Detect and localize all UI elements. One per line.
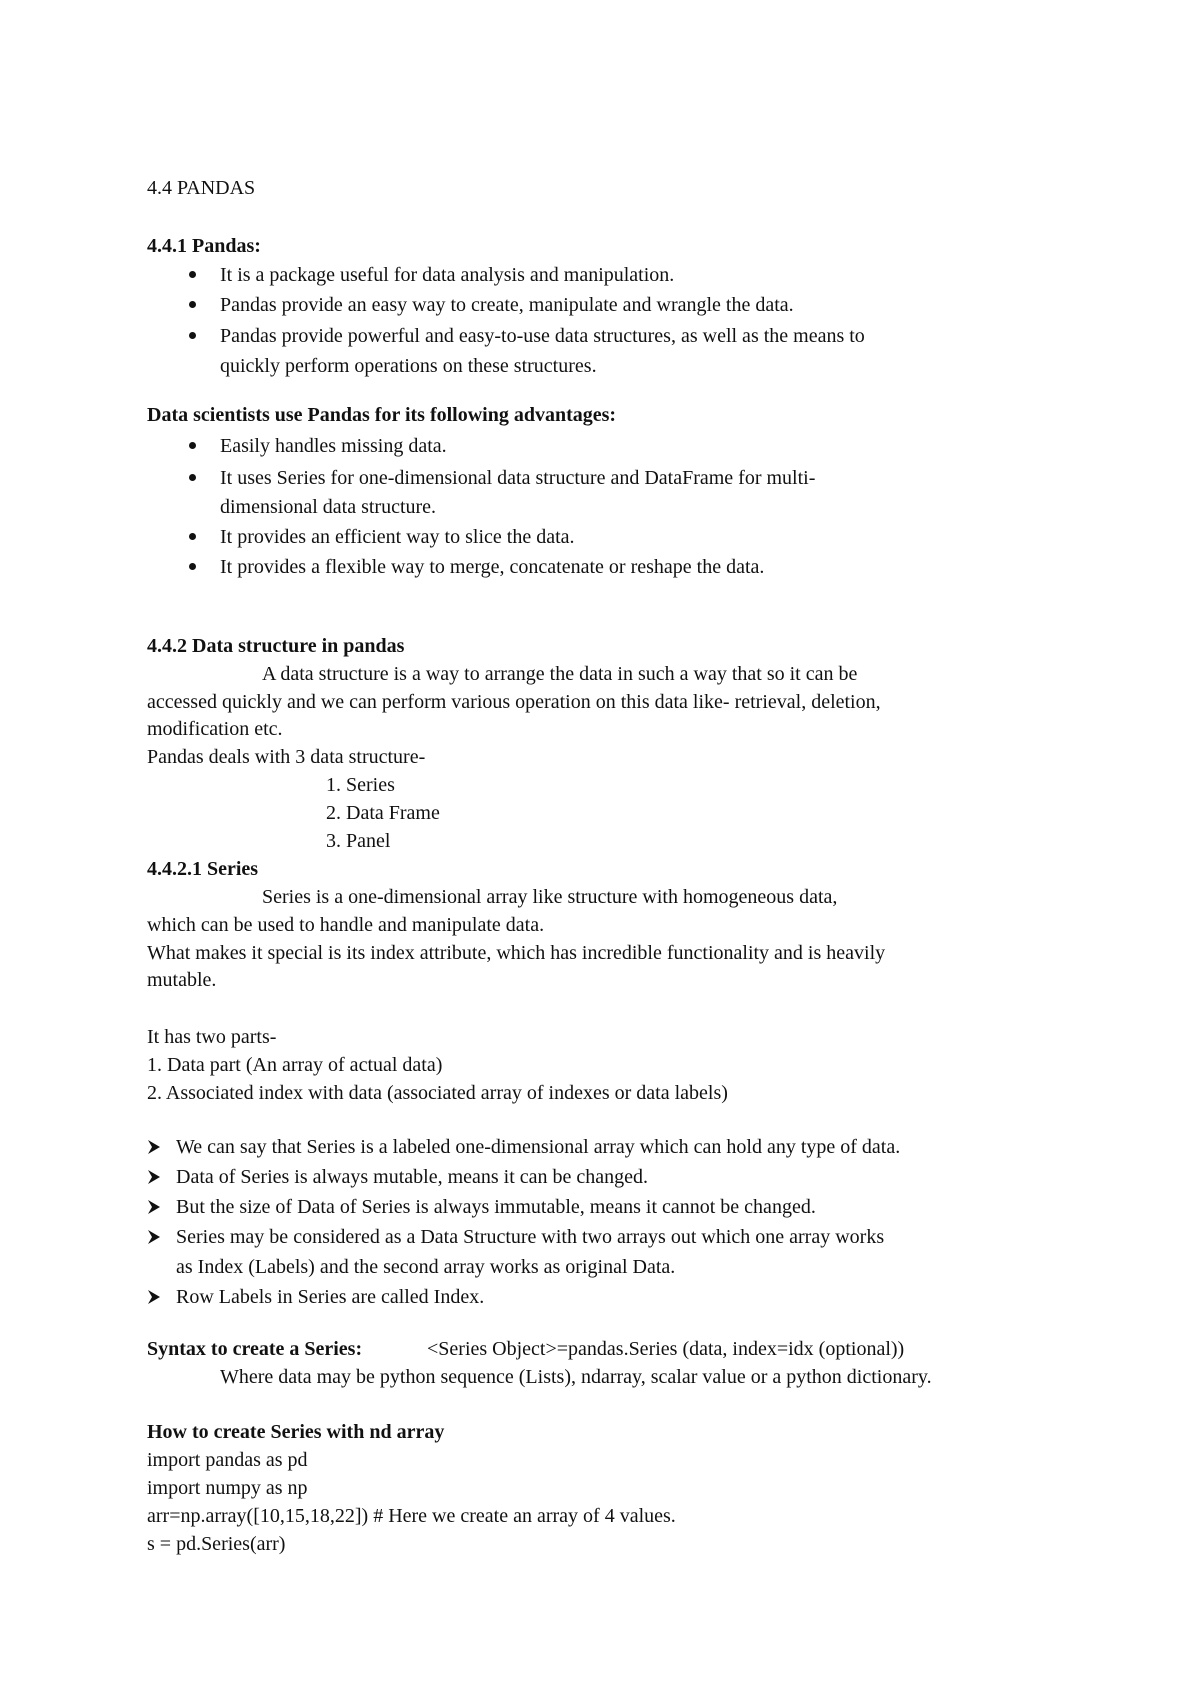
numbered-item: 1. Data part (An array of actual data) bbox=[147, 1054, 443, 1076]
paragraph-line: It has two parts- bbox=[147, 1026, 277, 1048]
paragraph-line: Series is a one-dimensional array like structure with homogeneous data, bbox=[262, 886, 838, 908]
advantages-heading: Data scientists use Pandas for its following advantages: bbox=[147, 404, 617, 426]
bullet-dot bbox=[189, 271, 196, 278]
paragraph-line: Pandas deals with 3 data structure- bbox=[147, 746, 426, 768]
bullet-dot bbox=[189, 533, 196, 540]
heading-4-4-2: 4.4.2 Data structure in pandas bbox=[147, 635, 405, 657]
code-line: import numpy as np bbox=[147, 1477, 308, 1499]
numbered-item: 2. Associated index with data (associated array of indexes or data labels) bbox=[147, 1082, 728, 1104]
heading-4-4-1: 4.4.1 Pandas: bbox=[147, 235, 261, 257]
paragraph-line: mutable. bbox=[147, 969, 217, 991]
bullet-item-continuation: dimensional data structure. bbox=[220, 496, 437, 518]
numbered-item: 2. Data Frame bbox=[326, 802, 440, 824]
arrow-bullet-icon bbox=[147, 1289, 161, 1305]
syntax-code: <Series Object>=pandas.Series (data, index=idx (optional)) bbox=[427, 1338, 905, 1360]
bullet-dot bbox=[189, 332, 196, 339]
bullet-item: Pandas provide powerful and easy-to-use data structures, as well as the means to bbox=[220, 325, 865, 347]
paragraph-line: modification etc. bbox=[147, 718, 283, 740]
bullet-dot bbox=[189, 442, 196, 449]
bullet-item: Pandas provide an easy way to create, manipulate and wrangle the data. bbox=[220, 294, 794, 316]
arrow-list-item: Data of Series is always mutable, means it can be changed. bbox=[176, 1166, 649, 1188]
nd-array-heading: How to create Series with nd array bbox=[147, 1421, 445, 1443]
arrow-bullet-icon bbox=[147, 1229, 161, 1245]
arrow-list-item: But the size of Data of Series is always immutable, means it cannot be changed. bbox=[176, 1196, 816, 1218]
syntax-label: Syntax to create a Series: bbox=[147, 1338, 363, 1360]
paragraph-line: accessed quickly and we can perform various operation on this data like- retrieval, deletion, bbox=[147, 691, 881, 713]
bullet-item: It uses Series for one-dimensional data structure and DataFrame for multi- bbox=[220, 467, 816, 489]
numbered-item: 3. Panel bbox=[326, 830, 391, 852]
bullet-dot bbox=[189, 301, 196, 308]
syntax-note: Where data may be python sequence (Lists), ndarray, scalar value or a python dictionary. bbox=[220, 1366, 932, 1388]
paragraph-line: which can be used to handle and manipulate data. bbox=[147, 914, 545, 936]
code-line: import pandas as pd bbox=[147, 1449, 308, 1471]
arrow-list-item: We can say that Series is a labeled one-dimensional array which can hold any type of data. bbox=[176, 1136, 901, 1158]
numbered-item: 1. Series bbox=[326, 774, 395, 796]
bullet-item: It provides a flexible way to merge, concatenate or reshape the data. bbox=[220, 556, 765, 578]
bullet-dot bbox=[189, 474, 196, 481]
heading-4-4-2-1: 4.4.2.1 Series bbox=[147, 858, 259, 880]
arrow-list-item: Row Labels in Series are called Index. bbox=[176, 1286, 485, 1308]
arrow-bullet-icon bbox=[147, 1169, 161, 1185]
bullet-item: It provides an efficient way to slice the data. bbox=[220, 526, 575, 548]
arrow-list-item: Series may be considered as a Data Structure with two arrays out which one array works bbox=[176, 1226, 885, 1248]
code-line: s = pd.Series(arr) bbox=[147, 1533, 286, 1555]
arrow-bullet-icon bbox=[147, 1199, 161, 1215]
paragraph-line: What makes it special is its index attribute, which has incredible functionality and is heavily bbox=[147, 942, 886, 964]
bullet-item: It is a package useful for data analysis and manipulation. bbox=[220, 264, 675, 286]
arrow-list-item-continuation: as Index (Labels) and the second array works as original Data. bbox=[176, 1256, 676, 1278]
section-title: 4.4 PANDAS bbox=[147, 177, 256, 199]
bullet-dot bbox=[189, 563, 196, 570]
arrow-bullet-icon bbox=[147, 1139, 161, 1155]
bullet-item-continuation: quickly perform operations on these structures. bbox=[220, 355, 597, 377]
paragraph-line: A data structure is a way to arrange the data in such a way that so it can be bbox=[262, 663, 858, 685]
code-line: arr=np.array([10,15,18,22]) # Here we create an array of 4 values. bbox=[147, 1505, 676, 1527]
bullet-item: Easily handles missing data. bbox=[220, 435, 447, 457]
